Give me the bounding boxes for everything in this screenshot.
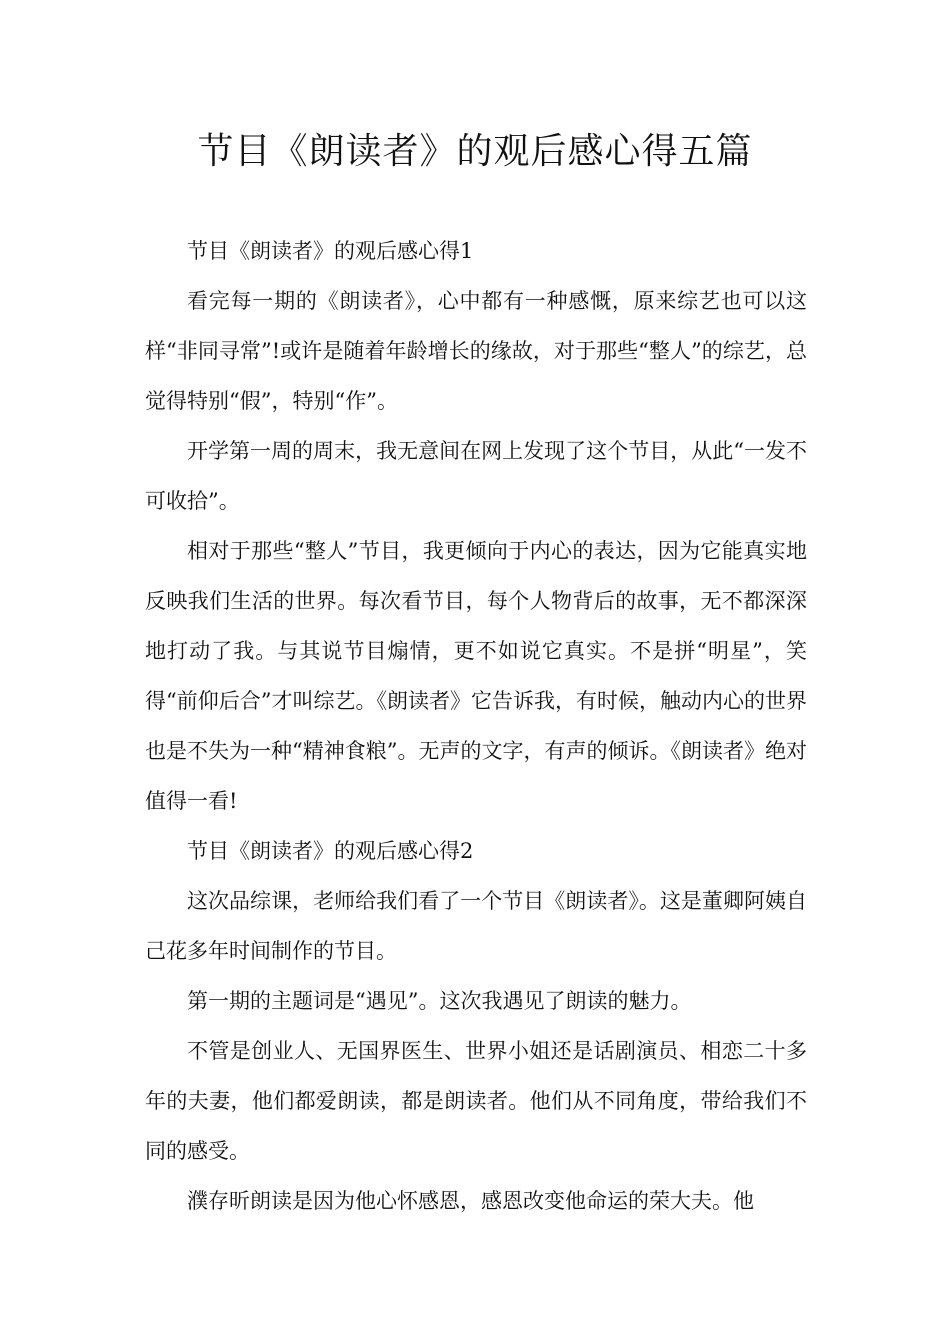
paragraph: 第一期的主题词是“遇见”。这次我遇见了朗读的魅力。 [187,989,692,1013]
paragraph: 相对于那些“整人”节目，我更倾向于内心的表达，因为它能真实地反映我们生活的世界。每次看节目，每个人物背后的故事，无不都深深地打动了我。与其说节目煽情，更不如说它真实。不是拼“明星”，笑得“前仰后合”才叫综艺。《朗读者》它告诉我，有时候，触动内心的世界也是不失为一种“精神食粮”。无声的文字，有声的倾诉。《朗读者》绝对值得一看! [145,539,807,813]
section-heading-1: 节目《朗读者》的观后感心得1 [187,239,474,263]
paragraph: 看完每一期的《朗读者》，心中都有一种感慨，原来综艺也可以这样“非同寻常”!或许是随着年龄增长的缘故，对于那些“整人”的综艺，总觉得特别“假”，特别“作”。 [145,289,807,413]
section-heading-2: 节目《朗读者》的观后感心得2 [187,839,474,863]
paragraph: 濮存昕朗读是因为他心怀感恩，感恩改变他命运的荣大夫。他 [187,1189,754,1213]
document-title: 节目《朗读者》的观后感心得五篇 [197,131,753,172]
paragraph: 这次品综课，老师给我们看了一个节目《朗读者》。这是董卿阿姨自己花多年时间制作的节目。 [145,889,807,963]
paragraph: 不管是创业人、无国界医生、世界小姐还是话剧演员、相恋二十多年的夫妻，他们都爱朗读，都是朗读者。他们从不同角度，带给我们不同的感受。 [145,1039,807,1163]
document-body [145,226,807,1226]
paragraph: 开学第一周的周末，我无意间在网上发现了这个节目，从此“一发不可收拾”。 [145,439,807,513]
